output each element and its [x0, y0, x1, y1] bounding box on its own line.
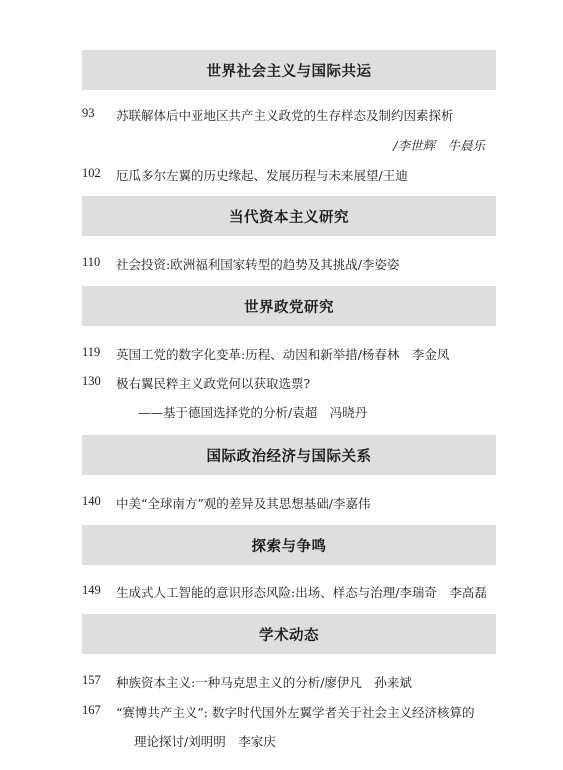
- section-header-world-socialism: [82, 50, 496, 90]
- article-title-continuation: 理论探讨/刘明明 李家庆: [134, 734, 276, 749]
- article-title: 极右翼民粹主义政党何以获取选票?: [116, 376, 311, 391]
- article-title: 英国工党的数字化变革:历程、动因和新举措/杨春林 李金凤: [116, 347, 450, 362]
- article-title: “赛博共产主义”: 数字时代国外左翼学者关于社会主义经济核算的: [116, 705, 475, 720]
- page-number: 110: [82, 255, 101, 269]
- page-number: 119: [82, 345, 101, 359]
- section-header-ipe-ir: [82, 435, 496, 475]
- article-authors: /李世辉 牛晨乐: [393, 138, 485, 153]
- article-title: 中美“全球南方”观的差异及其思想基础/李嘉伟: [116, 496, 371, 511]
- page-number: 93: [82, 106, 95, 120]
- article-title: 苏联解体后中亚地区共产主义政党的生存样态及制约因素探析: [116, 108, 454, 123]
- section-title: 世界政党研究: [244, 299, 334, 316]
- article-title: 社会投资:欧洲福利国家转型的趋势及其挑战/李姿姿: [116, 257, 400, 272]
- page-number: 167: [82, 703, 101, 717]
- section-header-academic-news: [82, 614, 496, 654]
- page-number: 130: [82, 374, 101, 388]
- section-title: 国际政治经济与国际关系: [206, 448, 372, 465]
- article-title: 种族资本主义:一种马克思主义的分析/廖伊凡 孙来斌: [116, 675, 412, 690]
- section-title: 探索与争鸣: [251, 538, 327, 555]
- section-title: 学术动态: [259, 627, 319, 644]
- article-title: 厄瓜多尔左翼的历史缘起、发展历程与未来展望/王迪: [116, 168, 408, 183]
- section-title: 世界社会主义与国际共运: [206, 63, 372, 80]
- section-header-exploration-debate: [82, 525, 496, 565]
- article-title: 生成式人工智能的意识形态风险:出场、样态与治理/李瑞奇 李高磊: [116, 585, 487, 600]
- page-number: 157: [82, 673, 101, 687]
- section-header-contemporary-capitalism: [82, 196, 496, 236]
- section-header-world-parties: [82, 286, 496, 326]
- page-number: 102: [82, 166, 101, 180]
- section-title: 当代资本主义研究: [229, 209, 349, 226]
- article-subtitle: ——基于德国选择党的分析/袁超 冯晓丹: [138, 405, 368, 420]
- page-number: 149: [82, 583, 101, 597]
- page-number: 140: [82, 494, 101, 508]
